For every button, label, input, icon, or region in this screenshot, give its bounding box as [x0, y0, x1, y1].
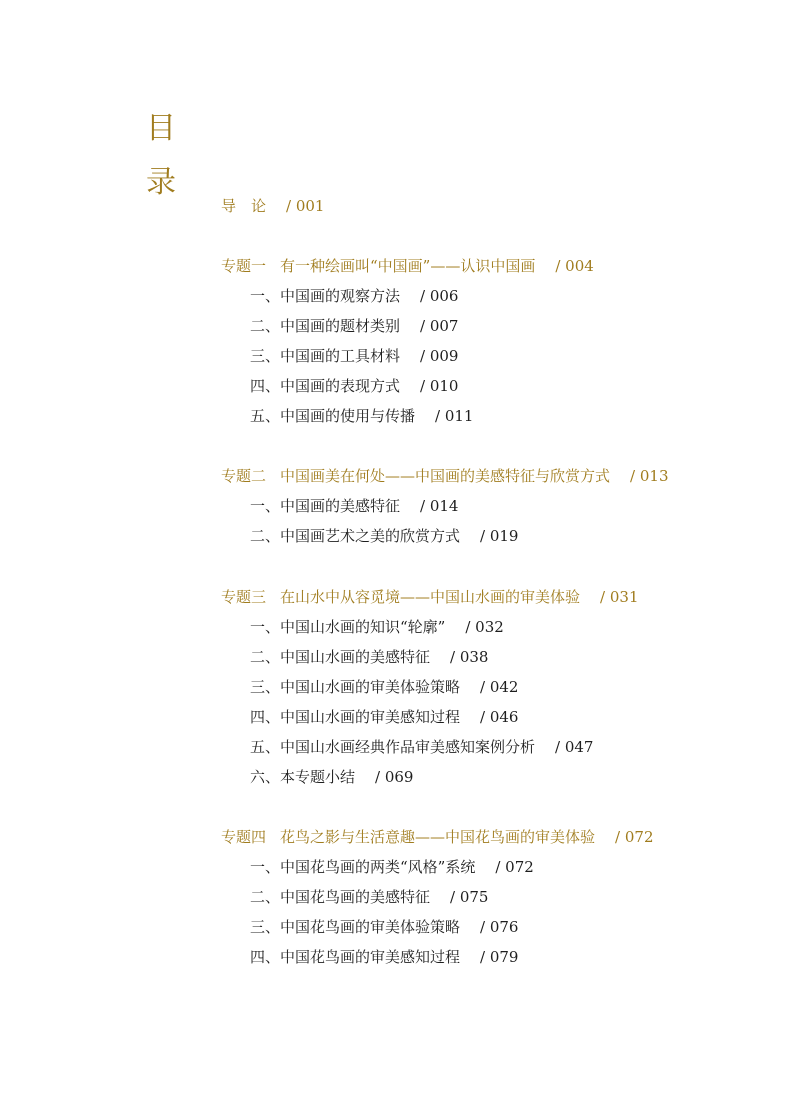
section-title: 一、中国花鸟画的两类“风格”系统	[250, 858, 476, 876]
section-title: 二、中国画的题材类别	[250, 317, 401, 335]
toc-section-entry[interactable]	[250, 496, 458, 516]
toc-section-entry[interactable]	[250, 526, 518, 546]
page-number: / 072	[495, 858, 534, 876]
page-number: / 042	[480, 678, 519, 696]
chapter-number: 专题三	[221, 588, 267, 606]
page-number: / 011	[435, 407, 474, 425]
toc-section-entry[interactable]	[250, 917, 518, 937]
section-title: 四、中国山水画的审美感知过程	[250, 708, 461, 726]
section-title: 三、中国画的工具材料	[250, 347, 401, 365]
toc-section-entry[interactable]	[250, 316, 458, 336]
page-number: / 038	[450, 648, 489, 666]
toc-section-entry[interactable]	[250, 767, 413, 787]
toc-section-entry[interactable]	[250, 737, 593, 757]
chapter-number: 专题一	[221, 257, 267, 275]
toc-section-entry[interactable]	[250, 707, 518, 727]
toc-title-char-1: 目	[146, 111, 176, 146]
page-number: / 004	[555, 257, 594, 275]
section-title: 五、中国画的使用与传播	[250, 407, 416, 425]
page-number: / 031	[600, 588, 639, 606]
section-title: 四、中国画的表现方式	[250, 377, 401, 395]
page-number: / 046	[480, 708, 519, 726]
page-number: / 069	[375, 768, 414, 786]
page-number: / 001	[286, 197, 325, 215]
section-title: 六、本专题小结	[250, 768, 356, 786]
page-number: / 076	[480, 918, 519, 936]
toc-section-entry[interactable]	[250, 947, 518, 967]
chapter-number: 导 论	[221, 197, 267, 215]
toc-chapter-entry[interactable]	[221, 196, 324, 216]
toc-chapter-entry[interactable]	[221, 466, 668, 486]
toc-section-entry[interactable]	[250, 286, 458, 306]
page-number: / 010	[420, 377, 459, 395]
toc-section-entry[interactable]	[250, 617, 504, 637]
toc-chapter-entry[interactable]	[221, 827, 653, 847]
page-number: / 006	[420, 287, 459, 305]
section-title: 一、中国画的美感特征	[250, 497, 401, 515]
toc-chapter-entry[interactable]	[221, 256, 594, 276]
section-title: 三、中国花鸟画的审美体验策略	[250, 918, 461, 936]
toc-section-entry[interactable]	[250, 887, 488, 907]
page-number: / 014	[420, 497, 459, 515]
page-number: / 075	[450, 888, 489, 906]
toc-section-entry[interactable]	[250, 857, 534, 877]
chapter-title: 有一种绘画叫“中国画”——认识中国画	[280, 257, 536, 275]
section-title: 二、中国花鸟画的美感特征	[250, 888, 431, 906]
section-title: 二、中国画艺术之美的欣赏方式	[250, 527, 461, 545]
page-number: / 072	[615, 828, 654, 846]
page-number: / 079	[480, 948, 519, 966]
chapter-number: 专题四	[221, 828, 267, 846]
toc-section-entry[interactable]	[250, 346, 458, 366]
toc-section-entry[interactable]	[250, 376, 458, 396]
page-number: / 007	[420, 317, 459, 335]
toc-section-entry[interactable]	[250, 406, 473, 426]
page-number: / 009	[420, 347, 459, 365]
chapter-number: 专题二	[221, 467, 267, 485]
toc-title-char-2: 录	[146, 165, 176, 200]
section-title: 三、中国山水画的审美体验策略	[250, 678, 461, 696]
page-number: / 013	[630, 467, 669, 485]
section-title: 五、中国山水画经典作品审美感知案例分析	[250, 738, 536, 756]
chapter-title: 花鸟之影与生活意趣——中国花鸟画的审美体验	[280, 828, 596, 846]
page-number: / 047	[555, 738, 594, 756]
section-title: 二、中国山水画的美感特征	[250, 648, 431, 666]
section-title: 四、中国花鸟画的审美感知过程	[250, 948, 461, 966]
page-number: / 019	[480, 527, 519, 545]
chapter-title: 在山水中从容觅境——中国山水画的审美体验	[280, 588, 581, 606]
toc-section-entry[interactable]	[250, 647, 488, 667]
page-number: / 032	[465, 618, 504, 636]
toc-section-entry[interactable]	[250, 677, 518, 697]
toc-chapter-entry[interactable]	[221, 587, 638, 607]
section-title: 一、中国山水画的知识“轮廓”	[250, 618, 446, 636]
section-title: 一、中国画的观察方法	[250, 287, 401, 305]
chapter-title: 中国画美在何处——中国画的美感特征与欣赏方式	[280, 467, 611, 485]
